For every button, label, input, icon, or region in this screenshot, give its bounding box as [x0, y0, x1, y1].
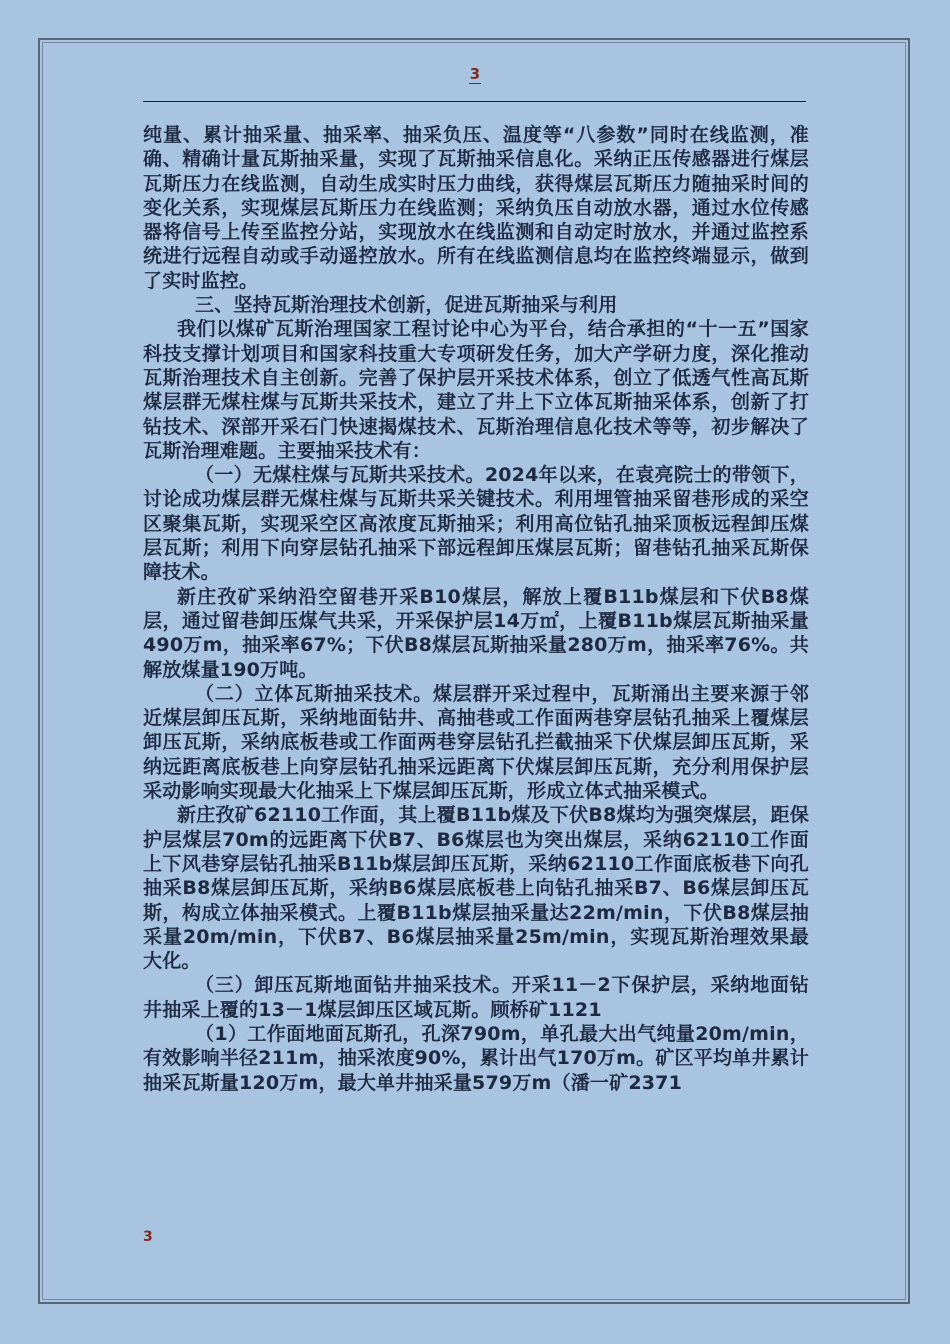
- section-heading: 三、坚持瓦斯治理技术创新，促进瓦斯抽采与利用: [195, 294, 618, 317]
- paragraph: （二）立体瓦斯抽采技术。煤层群开采过程中，瓦斯涌出主要来源于邻近煤层卸压瓦斯，采纳地面钻井、高抽巷或工作面两巷穿层钻孔抽采上覆煤层卸压瓦斯，采纳底板巷或工作面两巷穿层钻孔拦截抽采下伏煤层卸压瓦斯，采纳远距离底板巷上向穿层钻孔抽采远距离下伏煤层卸压瓦斯，充分利用保护层采动影响实现最大化抽采上下煤层卸压瓦斯，形成立体式抽采模式。: [143, 682, 809, 803]
- document-body: [143, 123, 809, 1095]
- paragraph: （一）无煤柱煤与瓦斯共采技术。2024年以来，在袁亮院士的带领下，讨论成功煤层群无煤柱煤与瓦斯共采关键技术。利用埋管抽采留巷形成的采空区聚集瓦斯，实现采空区高浓度瓦斯抽采；利用高位钻孔抽采顶板远程卸压煤层瓦斯；利用下向穿层钻孔抽采下部远程卸压煤层瓦斯；留巷钻孔抽采瓦斯保障技术。: [143, 464, 809, 584]
- paragraph: （1）工作面地面瓦斯孔，孔深790m，单孔最大出气纯量20m/min，有效影响半径211m，抽采浓度90%，累计出气170万m。矿区平均单井累计抽采瓦斯量120万m，最大单井抽采量579万m（潘一矿2371: [143, 1022, 809, 1094]
- page-number-footer: 3: [143, 1229, 153, 1245]
- paragraph: 纯量、累计抽采量、抽采率、抽采负压、温度等“八参数”同时在线监测，准确、精确计量瓦斯抽采量，实现了瓦斯抽采信息化。采纳正压传感器进行煤层瓦斯压力在线监测，自动生成实时压力曲线，获得煤层瓦斯压力随抽采时间的变化关系，实现煤层瓦斯压力在线监测；采纳负压自动放水器，通过水位传感器将信号上传至监控分站，实现放水在线监测和自动定时放水，并通过监控系统进行远程自动或手动遥控放水。所有在线监测信息均在监控终端显示，做到了实时监控。: [143, 124, 809, 292]
- paragraph: 新庄孜矿采纳沿空留巷开采B10煤层，解放上覆B11b煤层和下伏B8煤层，通过留巷卸压煤气共采，开采保护层14万㎡，上覆B11b煤层瓦斯抽采量490万m，抽采率67%；下伏B8煤层瓦斯抽采量280万m，抽采率76%。共解放煤量190万吨。: [143, 585, 809, 681]
- paragraph: 新庄孜矿62110工作面，其上覆B11b煤及下伏B8煤均为强突煤层，距保护层煤层70m的远距离下伏B7、B6煤层也为突出煤层，采纳62110工作面上下风巷穿层钻孔抽采B11b煤层卸压瓦斯，采纳62110工作面底板巷下向孔抽采B8煤层卸压瓦斯，采纳B6煤层底板巷上向钻孔抽采B7、B6煤层卸压瓦斯，构成立体抽采模式。上覆B11b煤层抽采量达22m/min，下伏B8煤层抽采量20m/min，下伏B7、B6煤层抽采量25m/min，实现瓦斯治理效果最大化。: [143, 804, 809, 973]
- page-number-header: 3: [469, 65, 481, 83]
- header-rule: [143, 101, 806, 102]
- paragraph: 我们以煤矿瓦斯治理国家工程讨论中心为平台，结合承担的“十一五”国家科技支撑计划项目和国家科技重大专项研发任务，加大产学研力度，深化推动瓦斯治理技术自主创新。完善了保护层开采技术体系，创立了低透气性高瓦斯煤层群无煤柱煤与瓦斯共采技术，建立了井上下立体瓦斯抽采体系，创新了打钻技术、深部开采石门快速揭煤技术、瓦斯治理信息化技术等等，初步解决了瓦斯治理难题。主要抽采技术有：: [143, 318, 809, 462]
- paragraph: （三）卸压瓦斯地面钻井抽采技术。开采11－2下保护层，采纳地面钻井抽采上覆的13－1煤层卸压区域瓦斯。顾桥矿1121: [143, 974, 809, 1021]
